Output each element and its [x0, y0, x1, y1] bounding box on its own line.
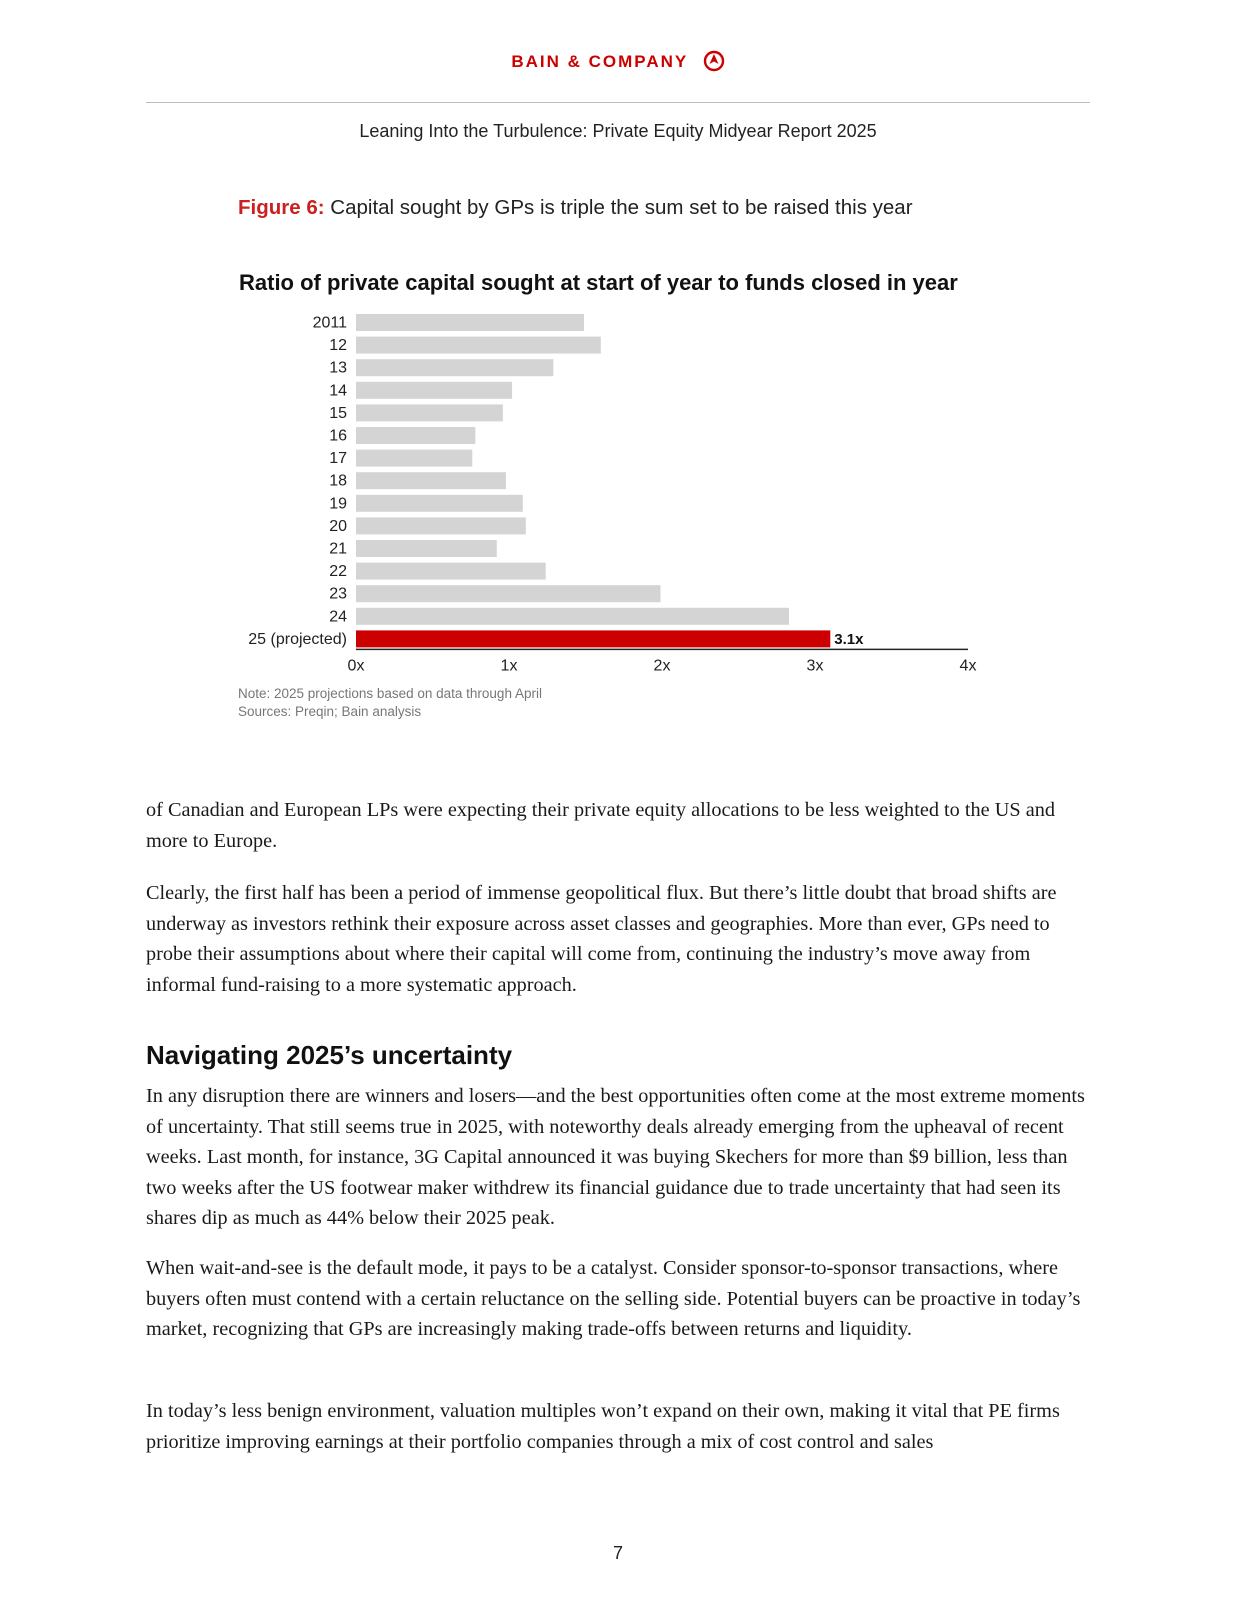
- section-heading: Navigating 2025’s uncertainty: [146, 1040, 513, 1070]
- bar-chart: [230, 314, 1000, 684]
- chart-note: Note: 2025 projections based on data through April: [238, 686, 542, 701]
- bar-9: [356, 517, 526, 534]
- paragraph: of Canadian and European LPs were expecting their private equity allocations to be less weighted to the US and more to Europe.: [146, 799, 1056, 852]
- bar-13: [356, 608, 789, 625]
- bar-2: [356, 359, 553, 376]
- y-tick-label: 22: [329, 563, 347, 581]
- y-tick-label: 14: [329, 382, 347, 400]
- bar-8: [356, 495, 523, 512]
- page-number: 7: [612, 1543, 623, 1563]
- bar-3: [356, 382, 512, 399]
- figure-caption: [238, 196, 913, 220]
- y-tick-label: 24: [329, 608, 347, 626]
- figure-label: Figure 6:: [238, 196, 325, 219]
- bar-7: [356, 472, 506, 489]
- y-tick-label: 16: [329, 427, 347, 445]
- x-tick-label: 0x: [347, 657, 365, 675]
- chart-title: Ratio of private capital sought at start of year to funds closed in year: [239, 270, 958, 295]
- brand-name: BAIN & COMPANY: [511, 52, 688, 71]
- y-tick-label: 20: [329, 517, 347, 535]
- paragraph: Clearly, the first half has been a period of immense geopolitical flux. But there’s little doubt that broad shifts are underway as investors rethink their exposure across asset classes and geographies. More than ever, GPs need to probe their assumptions about where their capital will come from, continuing the industry’s move away from informal fund-raising to a more systematic approach.: [146, 882, 1057, 996]
- bar-1: [356, 337, 601, 354]
- bain-logo-icon: [703, 50, 725, 72]
- bar-14: [356, 630, 830, 647]
- figure-caption-text: Capital sought by GPs is triple the sum set to be raised this year: [330, 196, 913, 219]
- bar-6: [356, 450, 472, 467]
- y-tick-label: 2011: [312, 314, 347, 332]
- x-tick-label: 1x: [500, 657, 518, 675]
- x-tick-label: 2x: [653, 657, 671, 675]
- x-tick-label: 3x: [806, 657, 824, 675]
- y-tick-label: 15: [329, 404, 347, 422]
- bar-11: [356, 563, 546, 580]
- x-tick-label: 4x: [959, 657, 977, 675]
- brand-logo: [0, 52, 1236, 72]
- y-tick-label: 25 (projected): [248, 630, 347, 648]
- paragraph: In any disruption there are winners and losers—and the best opportunities often come at the most extreme moments of uncertainty. That still seems true in 2025, with noteworthy deals already emerging from the upheaval of recent weeks. Last month, for instance, 3G Capital announced it was buying Skechers for more than $9 billion, less than two weeks after the US footwear maker withdrew its financial guidance due to trade uncertainty that had seen its shares dip as much as 44% below their 2025 peak.: [146, 1085, 1085, 1229]
- y-tick-label: 12: [329, 337, 347, 355]
- y-tick-label: 17: [329, 450, 347, 468]
- y-tick-label: 19: [329, 495, 347, 513]
- header-divider: [146, 102, 1090, 103]
- y-tick-label: 21: [329, 540, 347, 558]
- chart-sources: Sources: Preqin; Bain analysis: [238, 704, 422, 719]
- bar-4: [356, 404, 503, 421]
- paragraph: When wait-and-see is the default mode, it pays to be a catalyst. Consider sponsor-to-sponsor transactions, where buyers often must contend with a certain reluctance on the selling side. Potential buyers can be proactive in today’s market, recognizing that GPs are increasingly making trade-offs between returns and liquidity.: [146, 1257, 1081, 1340]
- bar-12: [356, 585, 660, 602]
- bar-10: [356, 540, 497, 557]
- y-tick-label: 23: [329, 585, 347, 603]
- y-tick-label: 18: [329, 472, 347, 490]
- bar-5: [356, 427, 475, 444]
- data-label: 3.1x: [834, 630, 864, 648]
- paragraph: In today’s less benign environment, valuation multiples won’t expand on their own, making it vital that PE firms prioritize improving earnings at their portfolio companies through a mix of cost control and sales: [146, 1400, 1060, 1453]
- report-title: Leaning Into the Turbulence: Private Equity Midyear Report 2025: [359, 121, 877, 141]
- bar-0: [356, 314, 584, 331]
- y-tick-label: 13: [329, 359, 347, 377]
